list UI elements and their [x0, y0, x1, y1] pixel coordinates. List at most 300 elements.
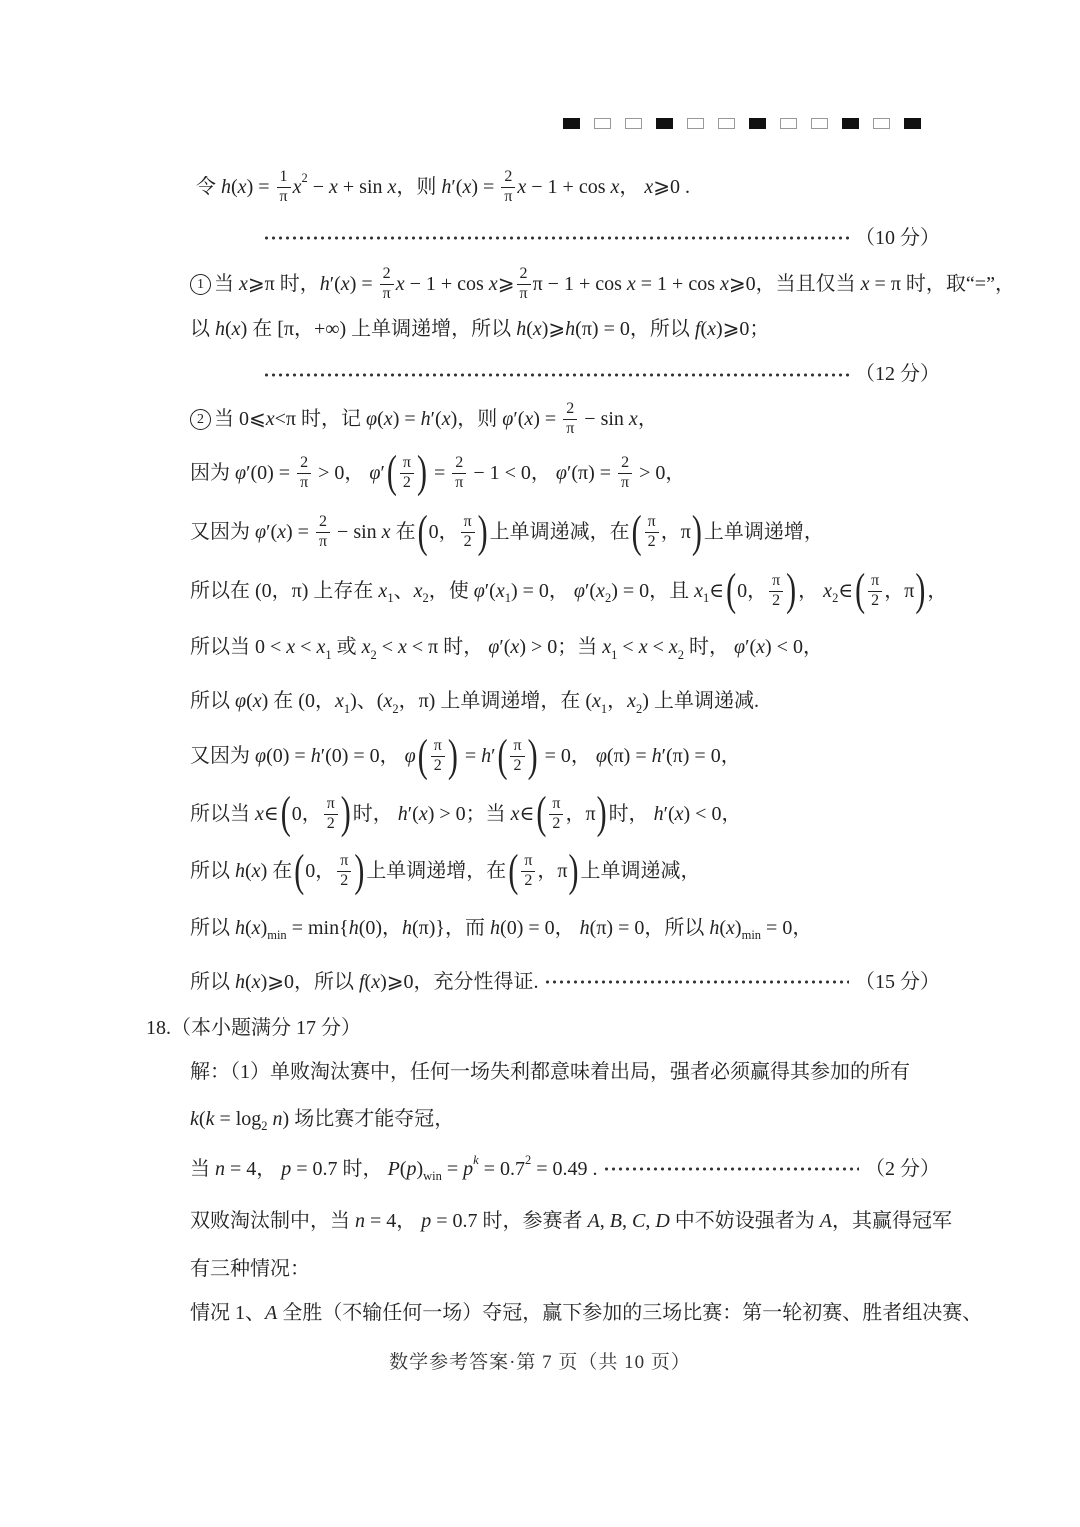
math-variable: x	[462, 175, 472, 198]
document-line	[0, 307, 1080, 352]
math-variable: x	[628, 408, 638, 430]
math-variable: x	[334, 690, 344, 712]
text-run: ) =	[349, 273, 378, 295]
text-run: ∈	[263, 802, 279, 825]
document-line	[0, 1049, 1080, 1096]
math-variable: x	[495, 579, 505, 602]
math-variable: h	[709, 916, 720, 939]
fraction	[501, 168, 515, 207]
math-variable: φ	[473, 579, 485, 602]
math-variable: x	[381, 521, 391, 543]
text-run: ′	[380, 461, 385, 484]
math-variable: x	[286, 636, 296, 658]
text-run: ∈	[519, 802, 535, 825]
math-variable: x	[277, 521, 287, 543]
fraction-denominator: 2	[552, 814, 561, 832]
math-variable: n	[355, 1209, 365, 1232]
math-variable: x	[237, 175, 247, 198]
math-variable: φ	[555, 461, 567, 484]
fraction-denominator: π	[318, 533, 328, 550]
text-run: ) =	[533, 408, 562, 430]
text-run: ，	[637, 408, 658, 430]
math-variable: A	[819, 1209, 833, 1232]
text-run: )、(	[350, 690, 384, 712]
math-variable: φ	[235, 690, 247, 712]
text-run: − sin	[579, 408, 629, 430]
fraction-denominator: 2	[513, 757, 522, 774]
text-run: )，则	[450, 408, 503, 430]
text-run: 所以在 (0，π) 上存在	[190, 579, 379, 602]
text-run: 上单调递增，	[703, 521, 824, 543]
document-line	[0, 262, 1080, 307]
math-variable: x	[329, 175, 338, 198]
text-run: 有三种情况：	[190, 1257, 310, 1280]
math-variable: h	[310, 745, 321, 767]
text-run: − 1 + cos	[526, 175, 611, 198]
document-line	[0, 397, 1080, 442]
math-variable: x	[252, 690, 262, 712]
text-run: 又因为	[190, 521, 255, 543]
math-variable: x	[251, 970, 261, 993]
footer-text: 数学参考答案·第 7 页（共 10 页）	[389, 1351, 691, 1373]
dotted-leader	[263, 228, 849, 248]
math-variable: x	[441, 408, 451, 430]
math-variable: h	[481, 745, 492, 767]
text-run: （12 分）	[855, 363, 940, 385]
text-run: （15 分）	[855, 970, 940, 993]
big-close-paren: )	[477, 507, 488, 557]
math-variable: f	[694, 318, 701, 340]
text-run: 又因为	[190, 745, 255, 767]
text-run: 全胜（不输任何一场）夺冠，赢下参加的三场比赛：第一轮初赛、胜者组决赛、	[277, 1301, 983, 1324]
math-variable: h	[579, 916, 590, 939]
math-variable: x	[674, 802, 684, 825]
text-run: ) < 0，	[765, 636, 823, 658]
empty-square-marker	[594, 118, 611, 129]
fraction-denominator: π	[279, 187, 288, 205]
text-run: ′(	[513, 408, 525, 430]
math-variable: x	[316, 636, 326, 658]
math-variable: x	[517, 175, 527, 198]
text-run: <	[376, 636, 399, 658]
text-run: 时，	[684, 636, 734, 658]
text-run: 解：（1）单败淘汰赛中，任何一场失利都意味着出局，强者必须赢得其参加的所有	[190, 1061, 910, 1083]
text-run: ，π	[884, 579, 915, 602]
fraction-denominator: 2	[463, 533, 472, 550]
document-line	[0, 1096, 1080, 1142]
big-close-paren: )	[416, 447, 427, 497]
document-line	[0, 352, 1080, 397]
subscript: 2	[677, 647, 684, 662]
math-variable: h	[221, 175, 231, 198]
math-variable: h	[651, 745, 662, 767]
fraction	[769, 572, 783, 611]
subscript: 1	[343, 701, 351, 716]
math-variable: x	[265, 408, 275, 430]
math-variable: x	[340, 273, 350, 295]
big-open-paren: (	[508, 846, 519, 896]
circled-number: 1	[190, 274, 211, 295]
text-run: ，则	[396, 175, 442, 198]
math-variable: φ	[369, 461, 381, 484]
fraction	[868, 572, 882, 611]
text-run: ，	[607, 690, 628, 712]
dotted-leader	[263, 365, 849, 385]
math-variable: f	[358, 970, 365, 993]
math-variable: h	[420, 408, 431, 430]
text-run: = 0，	[761, 916, 813, 939]
text-run: (	[231, 175, 238, 198]
text-run: = log	[214, 1107, 262, 1130]
text-run: 当	[190, 1157, 215, 1180]
big-close-paren: )	[340, 788, 351, 838]
text-run: (	[399, 1157, 407, 1180]
document-line	[0, 160, 1080, 214]
math-variable: p	[463, 1157, 474, 1180]
math-variable: P	[387, 1157, 400, 1180]
text-run: )	[416, 1157, 424, 1180]
math-variable: p	[421, 1209, 432, 1232]
text-run: 以	[190, 318, 215, 340]
text-run: 上单调递减，在	[489, 521, 630, 543]
text-run: （10 分）	[855, 226, 940, 249]
document-line	[0, 844, 1080, 899]
text-run: 或	[331, 636, 362, 658]
document-line	[0, 674, 1080, 729]
superscript: 2	[301, 171, 308, 186]
fraction	[516, 265, 530, 304]
math-variable: φ	[366, 408, 378, 430]
text-run: 时，	[608, 802, 654, 825]
document-line	[0, 504, 1080, 561]
text-run: 情况 1、	[190, 1301, 265, 1324]
fraction-denominator: 2	[340, 872, 349, 889]
fraction	[645, 513, 659, 552]
fraction	[618, 454, 632, 493]
text-run: ) 在 [π，+∞) 上单调递增，所以	[240, 318, 517, 340]
math-variable: x	[626, 273, 636, 295]
fraction	[563, 400, 577, 439]
empty-square-marker	[687, 118, 704, 129]
subscript: 2	[370, 647, 377, 662]
text-run: ，π) 上单调递增，在 (	[398, 690, 592, 712]
text-run: (π) = 0，所以	[589, 916, 710, 939]
math-variable: x	[860, 273, 870, 295]
text-run: =	[459, 745, 482, 767]
text-run: = 0，	[539, 745, 596, 767]
math-variable: x	[627, 690, 637, 712]
text-run: < π 时，	[406, 636, 489, 658]
math-variable: p	[281, 1157, 292, 1180]
fraction	[400, 454, 414, 493]
big-open-paren: (	[726, 565, 737, 615]
filled-square-marker	[904, 118, 921, 129]
text-run: <	[617, 636, 639, 658]
fraction	[337, 852, 351, 891]
fraction-numerator: π	[521, 852, 535, 872]
text-run: = 4，	[225, 1157, 282, 1180]
math-variable: x	[231, 318, 241, 340]
text-run: ′(	[585, 579, 597, 602]
math-variable: φ	[488, 636, 500, 658]
text-run: 、	[393, 579, 414, 602]
text-run: (π) =	[606, 745, 652, 767]
text-run: (	[364, 970, 372, 993]
big-open-paren: (	[855, 565, 866, 615]
text-run: > 0，	[634, 461, 686, 484]
subscript: 1	[387, 591, 394, 606]
fraction-numerator: 1	[277, 168, 291, 188]
answer-content	[0, 160, 1080, 1334]
text-run: 上单调递减，	[580, 860, 701, 882]
big-close-paren: )	[691, 507, 702, 557]
big-open-paren: (	[417, 731, 428, 781]
text-run: ，π	[537, 860, 568, 882]
text-run: (	[245, 970, 252, 993]
text-run: ,	[622, 1209, 632, 1232]
text-run: ′(π) =	[566, 461, 617, 484]
text-run: 中不妨设强者为	[669, 1209, 820, 1232]
big-open-paren: (	[386, 447, 397, 497]
text-run: (0) =	[266, 745, 311, 767]
text-run: ⩾0 .	[653, 175, 691, 198]
text-run: ，其赢得冠军	[832, 1209, 953, 1232]
math-variable: x	[361, 636, 371, 658]
page-footer	[0, 1338, 1080, 1382]
math-variable: x	[413, 579, 423, 602]
text-run: = min{	[286, 916, 349, 939]
text-run: − sin	[332, 521, 382, 543]
math-variable: x	[251, 916, 261, 939]
paren-group	[417, 731, 459, 781]
math-variable: x	[383, 408, 393, 430]
big-close-paren: )	[786, 565, 797, 615]
fraction-numerator: 2	[297, 454, 311, 474]
circled-number: 2	[190, 409, 211, 430]
empty-square-marker	[780, 118, 797, 129]
text-run: ，使	[428, 579, 474, 602]
text-run: ⩾	[497, 273, 515, 295]
big-close-paren: )	[527, 731, 538, 781]
text-run: 所以	[190, 860, 235, 882]
math-variable: k	[190, 1107, 199, 1130]
math-variable: x	[418, 802, 428, 825]
text-run: 令	[196, 175, 221, 198]
superscript: k	[473, 1153, 479, 1168]
fraction-numerator: 2	[501, 168, 515, 188]
text-run: ′(	[430, 408, 442, 430]
text-run: <	[647, 636, 669, 658]
math-variable: x	[383, 690, 393, 712]
document-line	[0, 784, 1080, 844]
fraction-denominator: 2	[647, 533, 656, 550]
math-variable: A	[265, 1301, 278, 1324]
math-variable: x	[510, 636, 520, 658]
math-variable: x	[720, 273, 729, 295]
text-run: ) 在	[260, 860, 293, 882]
subscript: 2	[422, 591, 429, 606]
document-line	[0, 561, 1080, 621]
document-line	[0, 1246, 1080, 1292]
fraction	[549, 795, 563, 834]
math-variable: x	[694, 579, 704, 602]
fraction-numerator: π	[769, 572, 783, 592]
paren-group	[854, 565, 926, 615]
paren-group	[725, 565, 797, 615]
filled-square-marker	[656, 118, 673, 129]
text-run: (0)，	[358, 916, 403, 939]
text-run: )⩾0，充分性得证.	[380, 970, 539, 993]
math-variable: φ	[255, 745, 267, 767]
subscript: 1	[611, 647, 618, 662]
document-line	[0, 442, 1080, 504]
text-run: ′(	[407, 802, 419, 825]
math-variable: x	[488, 273, 498, 295]
fraction	[431, 737, 445, 776]
text-run: π − 1 + cos	[532, 273, 627, 295]
fraction	[452, 454, 466, 493]
math-variable: x	[644, 175, 654, 198]
empty-square-marker	[873, 118, 890, 129]
math-variable: φ	[404, 745, 416, 767]
math-variable: x	[726, 916, 735, 939]
text-run: (	[245, 860, 252, 882]
text-run: = 0.49 .	[531, 1157, 598, 1180]
empty-square-marker	[811, 118, 828, 129]
math-variable: h	[402, 916, 413, 939]
document-line	[0, 1142, 1080, 1196]
text-run: −	[307, 175, 330, 198]
math-variable: x	[378, 579, 388, 602]
text-run: ,	[645, 1209, 656, 1232]
filled-square-marker	[842, 118, 859, 129]
text-run: ) =	[471, 175, 500, 198]
text-run: ⩾π 时，	[247, 273, 320, 295]
math-variable: x	[510, 802, 520, 825]
fraction-denominator: π	[519, 285, 528, 302]
fraction-numerator: 2	[380, 265, 394, 285]
fraction-numerator: π	[337, 852, 351, 872]
big-close-paren: )	[568, 846, 579, 896]
document-line	[0, 957, 1080, 1007]
subscript: 1	[504, 591, 511, 606]
text-run: ⩾0，当且仅当	[728, 273, 861, 295]
text-run: 所以当 0 <	[190, 636, 287, 658]
fraction-denominator: 2	[326, 814, 335, 832]
text-run: 因为	[190, 461, 235, 484]
text-run: ) 上单调递减.	[642, 690, 759, 712]
text-run: ) 场比赛才能夺冠，	[282, 1107, 455, 1130]
math-variable: n	[215, 1157, 225, 1180]
math-variable: h	[235, 916, 245, 939]
fraction	[521, 852, 535, 891]
text-run: − 1 + cos	[404, 273, 489, 295]
superscript: 2	[525, 1153, 532, 1168]
text-run: = 0.7 时，参赛者	[431, 1209, 588, 1232]
math-variable: h	[348, 916, 359, 939]
text-run: 18.（本小题满分 17 分）	[146, 1016, 361, 1039]
math-variable: C	[632, 1209, 646, 1232]
text-run: ′(0) = 0，	[320, 745, 405, 767]
text-run: ′(	[499, 636, 511, 658]
text-run: 上单调递增，在	[366, 860, 507, 882]
text-run: 所以	[190, 690, 235, 712]
math-variable: x	[398, 636, 407, 658]
text-run: 所以	[190, 970, 235, 993]
text-run: ) > 0；当	[519, 636, 603, 658]
math-variable: h	[397, 802, 408, 825]
fraction-denominator: 2	[402, 473, 411, 491]
math-variable: x	[251, 860, 261, 882]
math-variable: φ	[502, 408, 514, 430]
text-run: (π)}，而	[412, 916, 491, 939]
text-run: ′	[491, 745, 496, 767]
subscript: 1	[703, 591, 710, 606]
fraction-denominator: π	[504, 187, 513, 205]
subscript: 2	[636, 701, 643, 716]
fraction	[510, 737, 524, 776]
math-variable: x	[610, 175, 620, 198]
fraction-numerator: π	[510, 737, 524, 757]
text-run: ′(	[266, 521, 278, 543]
text-run: <	[295, 636, 317, 658]
text-run: (	[225, 318, 232, 340]
text-run: ) =	[246, 175, 275, 198]
math-variable: x	[255, 802, 264, 825]
math-variable: k	[205, 1107, 215, 1130]
big-open-paren: (	[294, 846, 305, 896]
paren-group	[280, 788, 352, 838]
big-open-paren: (	[536, 788, 547, 838]
text-run: 0，	[305, 860, 336, 882]
text-run: ) = 0，	[510, 579, 574, 602]
big-close-paren: )	[447, 731, 458, 781]
dotted-leader	[544, 972, 849, 992]
math-variable: h	[235, 860, 245, 882]
document-line	[0, 899, 1080, 957]
text-run: ，	[619, 175, 645, 198]
fraction-denominator: 2	[772, 591, 781, 609]
fraction-denominator: π	[300, 473, 309, 491]
math-variable: A	[587, 1209, 600, 1232]
empty-square-marker	[718, 118, 735, 129]
fraction-numerator: π	[400, 454, 414, 474]
text-run: 时，	[352, 802, 398, 825]
text-run: （2 分）	[865, 1157, 940, 1180]
text-run: ′(	[329, 273, 341, 295]
big-close-paren: )	[915, 565, 926, 615]
header-marker-squares	[563, 118, 921, 129]
math-variable: x	[707, 318, 716, 340]
text-run: ) > 0；当	[427, 802, 511, 825]
fraction-denominator: π	[621, 473, 630, 491]
fraction-denominator: π	[382, 285, 391, 302]
text-run: − 1 < 0，	[468, 461, 556, 484]
filled-square-marker	[563, 118, 580, 129]
document-line	[0, 214, 1080, 262]
math-variable: x	[823, 579, 833, 602]
paren-group	[293, 846, 365, 896]
fraction	[380, 265, 394, 304]
subscript: 2	[392, 701, 399, 716]
text-run: =	[428, 461, 451, 484]
text-run: = π 时，取“=”，	[869, 273, 1015, 295]
text-run: (	[526, 318, 533, 340]
math-variable: h	[235, 970, 245, 993]
math-variable: x	[524, 408, 534, 430]
math-variable: φ	[235, 461, 247, 484]
subscript: min	[267, 928, 287, 943]
